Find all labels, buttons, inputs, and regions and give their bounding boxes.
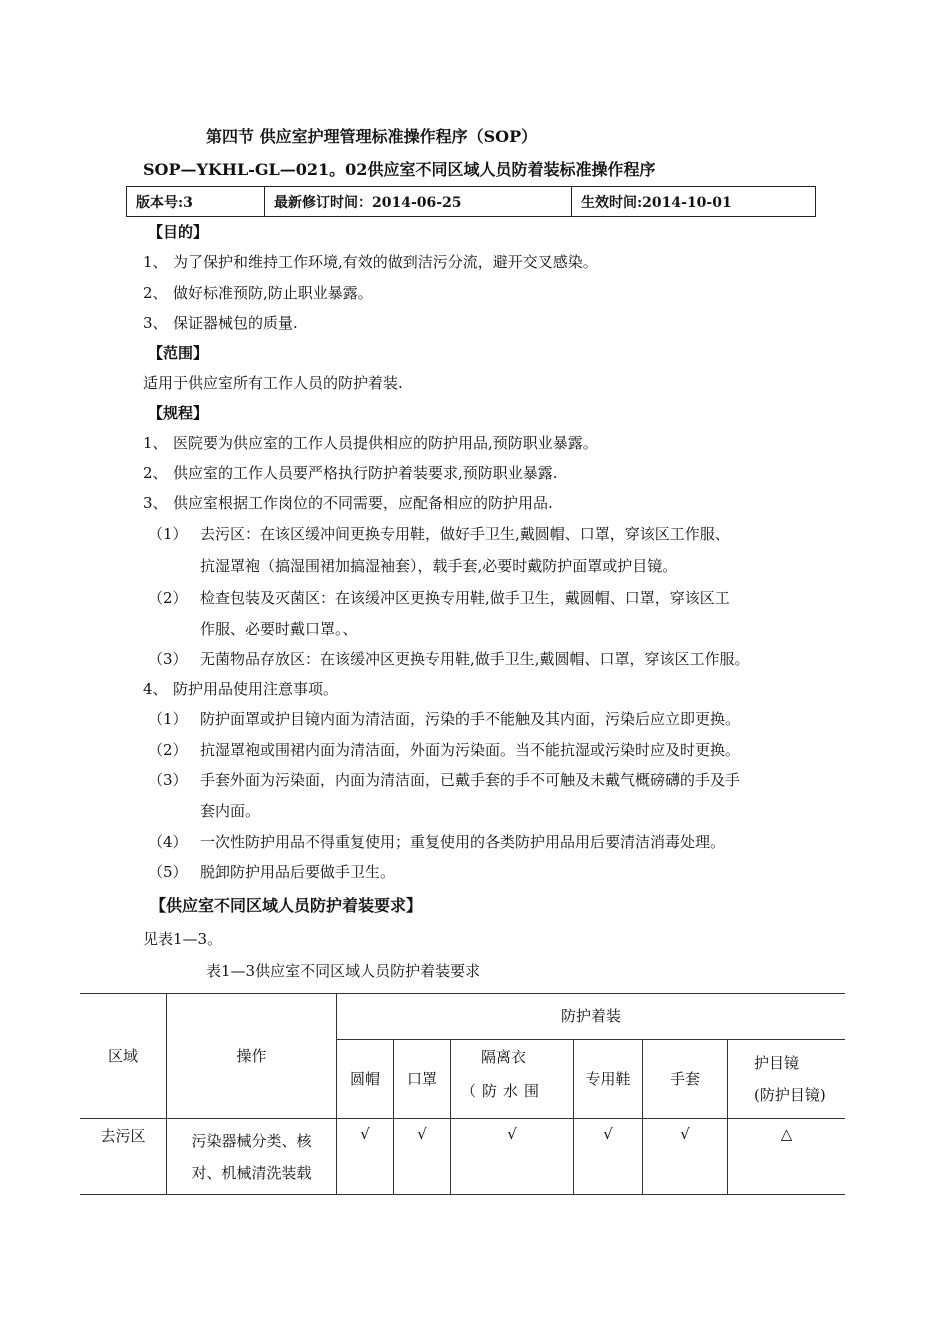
rule-subitem-cont: 抗湿罩袍（搞湿围裙加搞湿袖套），载手套,必要时戴防护面罩或护目镜。 [200,557,678,575]
rule-item: 4、 防护用品使用注意事项。 [143,680,339,698]
purpose-item: 3、 保证器械包的质量. [143,314,298,332]
rule-subitem: （5） 脱卸防护用品后要做手卫生。 [148,863,396,881]
purpose-item: 1、 为了保护和维持工作环境,有效的做到洁污分流，避开交叉感染。 [143,253,598,271]
cell-operation: 污染器械分类、核 对、机械清洗装载 [167,1118,337,1194]
cell-gown: √ [451,1118,574,1194]
cell-gloves: √ [643,1118,728,1194]
header-area: 区域 [80,993,167,1118]
rule-subitem: （2） 检查包装及灭菌区：在该缓冲区更换专用鞋,做手卫生，戴圆帽、口罩，穿该区工 [148,589,730,607]
requirements-heading: 【供应室不同区域人员防护着装要求】 [150,896,423,915]
cell-area: 去污区 [80,1118,167,1194]
scope-text: 适用于供应室所有工作人员的防护着装. [143,374,403,392]
header-shoes: 专用鞋 [574,1039,643,1118]
effective-date: 生效时间:2014-10-01 [572,187,816,217]
scope-heading: 【范围】 [148,344,209,362]
cell-goggles: △ [728,1118,846,1194]
document-title: SOP—YKHL-GL—021。02供应室不同区域人员防着装标准操作程序 [143,160,656,179]
header-operation: 操作 [167,993,337,1118]
revision-date: 最新修订时间：2014-06-25 [265,187,572,217]
rule-subitem: （3） 无菌物品存放区：在该缓冲区更换专用鞋,做手卫生,戴圆帽、口罩，穿该区工作服。 [148,650,750,668]
rule-subitem: （1） 去污区：在该区缓冲间更换专用鞋，做好手卫生,戴圆帽、口罩，穿该区工作服、 [148,525,730,543]
purpose-item: 2、 做好标准预防,防止职业暴露。 [143,284,373,302]
rules-heading: 【规程】 [148,404,209,422]
table-caption: 表1—3供应室不同区域人员防护着装要求 [206,962,481,980]
version-table [126,186,816,217]
rule-subitem-cont: 套内面。 [200,802,261,820]
rule-subitem: （1） 防护面罩或护目镜内面为清洁面，污染的手不能触及其内面，污染后应立即更换。 [148,710,741,728]
rule-subitem: （2） 抗湿罩袍或围裙内面为清洁面，外面为污染面。当不能抗湿或污染时应及时更换。 [148,741,741,759]
version-number: 版本号:3 [127,187,265,217]
rule-subitem: （3） 手套外面为污染面，内面为清洁面，已戴手套的手不可触及未戴气概磅礴的手及手 [148,771,741,789]
header-gloves: 手套 [643,1039,728,1118]
header-goggles: 护目镜 (防护目镜) [728,1039,846,1118]
cell-mask: √ [394,1118,451,1194]
section-title: 第四节 供应室护理管理标准操作程序（SOP） [206,127,538,146]
rule-subitem: （4） 一次性防护用品不得重复使用；重复使用的各类防护用品用后要清洁消毒处理。 [148,833,726,851]
header-gown: 隔离衣 （防水围 [451,1039,574,1118]
header-protective-wear: 防护着装 [337,993,846,1039]
cell-shoes: √ [574,1118,643,1194]
rule-item: 2、 供应室的工作人员要严格执行防护着装要求,预防职业暴露. [143,464,558,482]
cell-cap: √ [337,1118,394,1194]
table-row [80,1118,845,1194]
rule-item: 1、 医院要为供应室的工作人员提供相应的防护用品,预防职业暴露。 [143,434,598,452]
protective-wear-table [80,993,845,1195]
purpose-heading: 【目的】 [148,223,209,241]
rule-subitem-cont: 作服、必要时戴口罩。、 [200,620,358,638]
header-cap: 圆帽 [337,1039,394,1118]
table-reference: 见表1—3。 [143,930,223,948]
rule-item: 3、 供应室根据工作岗位的不同需要，应配备相应的防护用品. [143,494,553,512]
header-mask: 口罩 [394,1039,451,1118]
